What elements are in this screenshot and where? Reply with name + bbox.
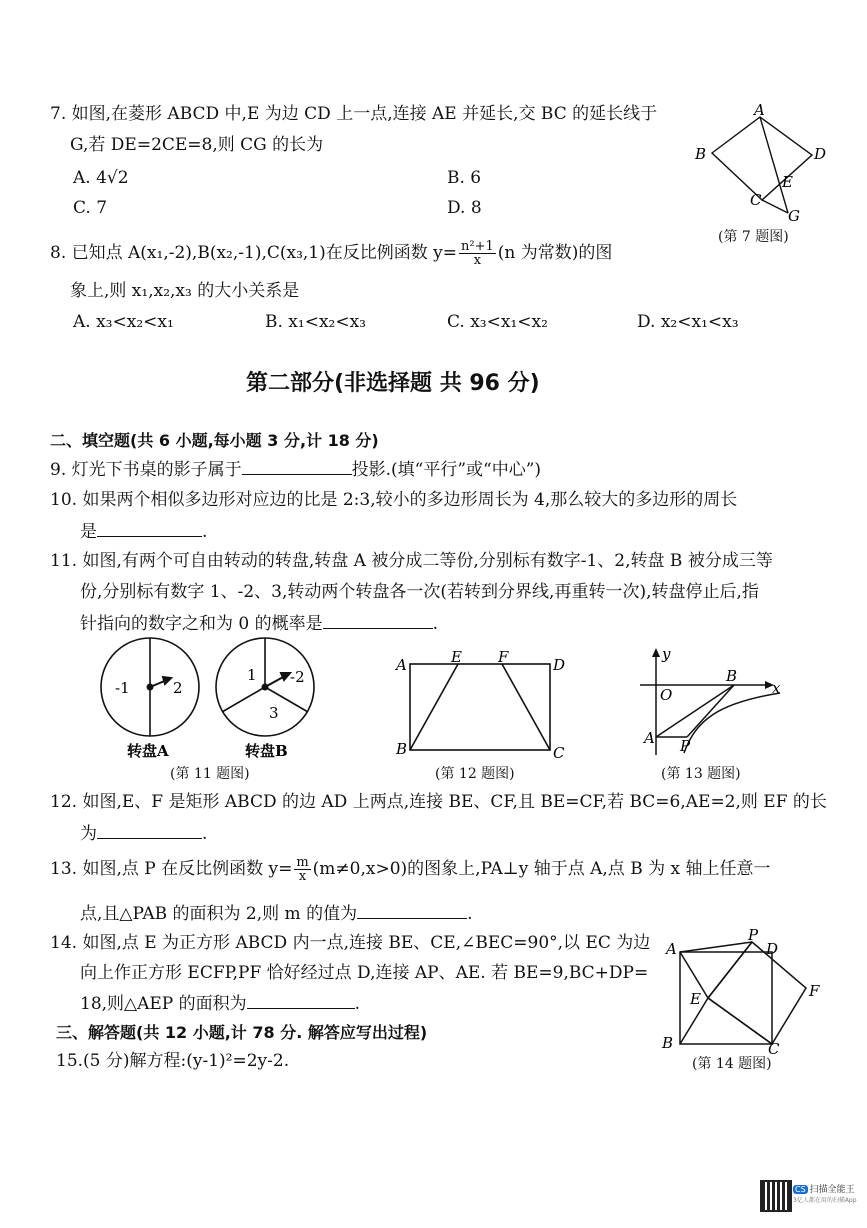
q14-line3: [80, 992, 360, 1015]
q13-line1-post: (m≠0,x>0)的图象上,PA⊥y 轴于点 A,点 B 为 x 轴上任意一: [312, 859, 771, 879]
q13-line1-pre: 13. 如图,点 P 在反比例函数 y=: [50, 859, 293, 879]
q14-label-a: A: [666, 940, 677, 958]
q11-caption: (第 11 题图): [170, 766, 250, 782]
spinner-b-top-value: 1: [247, 666, 257, 684]
q8-line1: [50, 240, 612, 267]
q7-line2: G,若 DE=2CE=8,则 CG 的长为: [70, 135, 324, 155]
q14-label-c: C: [768, 1040, 780, 1058]
spinner-a-left-value: -1: [115, 679, 130, 697]
q12-label-c: C: [553, 744, 565, 762]
q12-line2-post: .: [202, 824, 208, 844]
q12-answer-blank[interactable]: [97, 822, 202, 839]
q7-figure: [690, 101, 840, 225]
q11-line1: 11. 如图,有两个可自由转动的转盘,转盘 A 被分成二等份,分别标有数字-1、2,转盘 B 被分成三等: [50, 551, 773, 571]
q9-post: 投影.(填“平行”或“中心”): [351, 460, 542, 480]
q13-frac-den: x: [298, 869, 307, 884]
q14-label-f: F: [809, 982, 820, 1000]
q10-answer-blank[interactable]: [97, 520, 202, 537]
scanner-sub: 3亿人都在用的扫描App: [793, 1197, 857, 1204]
q13-answer-blank[interactable]: [357, 902, 467, 919]
q14-label-b: B: [662, 1034, 674, 1052]
q9-answer-blank[interactable]: [242, 458, 352, 475]
q7-label-b: B: [695, 145, 707, 163]
q7-line1: 7. 如图,在菱形 ABCD 中,E 为边 CD 上一点,连接 AE 并延长,交 BC 的延长线于: [50, 104, 658, 124]
q8-option-b: B. x₁<x₂<x₃: [265, 312, 366, 332]
spinner-b-right-value: -2: [290, 668, 305, 686]
q7-label-c: C: [750, 191, 762, 209]
q8-fraction: [459, 240, 496, 267]
q13-frac-num: m: [296, 855, 309, 870]
q11-line3: [80, 612, 438, 635]
q12-line1: 12. 如图,E、F 是矩形 ABCD 的边 AD 上两点,连接 BE、CF,且 BE=CF,若 BC=6,AE=2,则 EF 的长: [50, 792, 827, 812]
q13-line2-post: .: [467, 904, 473, 924]
scanner-name: 扫描全能王: [809, 1185, 855, 1195]
q14-line3-post: .: [354, 994, 361, 1014]
q7-caption: (第 7 题图): [718, 229, 789, 245]
q12-line2: [80, 822, 207, 845]
q11-line3-pre: 针指向的数字之和为 0 的概率是: [80, 614, 323, 634]
q13-label-y: y: [662, 645, 671, 663]
spinner-b-bottom-value: 3: [269, 704, 279, 722]
q11-line3-post: .: [432, 614, 439, 634]
q13-label-p: P: [680, 737, 691, 755]
q13-line1: [50, 856, 771, 883]
q8-frac-num: n²+1: [461, 239, 494, 254]
q13-fraction: [294, 856, 310, 883]
q15: 15.(5 分)解方程:(y-1)²=2y-2.: [56, 1051, 290, 1071]
q14-line2: 向上作正方形 ECFP,PF 恰好经过点 D,连接 AP、AE. 若 BE=9,BC+DP=: [80, 963, 649, 983]
section3-title: 三、解答题(共 12 小题,计 78 分. 解答应写出过程): [56, 1023, 428, 1042]
q10-line2-post: .: [202, 522, 208, 542]
q14-label-p: P: [748, 926, 759, 944]
q11-answer-blank[interactable]: [323, 612, 433, 629]
q8-line1-post: (n 为常数)的图: [497, 243, 613, 263]
q14-answer-blank[interactable]: [247, 992, 355, 1009]
q7-label-d: D: [814, 145, 827, 163]
part2-title: 第二部分(非选择题 共 96 分): [246, 371, 540, 396]
q13-label-o: O: [660, 686, 673, 704]
q13-label-x: x: [772, 679, 781, 697]
spinner-b-label: 转盘B: [245, 742, 288, 760]
q14-line1: 14. 如图,点 E 为正方形 ABCD 内一点,连接 BE、CE,∠BEC=90°,以 EC 为边: [50, 933, 651, 953]
q7-label-g: G: [788, 207, 800, 225]
q13-label-a: A: [644, 729, 655, 747]
q7-option-a: A. 4√2: [73, 168, 129, 188]
q7-label-e: E: [782, 173, 793, 191]
q7-label-a: A: [754, 101, 765, 119]
qr-code-icon: [760, 1180, 792, 1212]
q13-line2: [80, 902, 473, 925]
spinner-a-right-value: 2: [173, 679, 183, 697]
q14-label-e: E: [690, 990, 701, 1008]
q12-caption: (第 12 题图): [435, 766, 515, 782]
q13-figure: [640, 645, 790, 760]
q13-label-b: B: [726, 667, 738, 685]
q11-figure: [95, 640, 325, 770]
scanner-logo: CS: [795, 1185, 806, 1194]
q13-caption: (第 13 题图): [661, 766, 741, 782]
q12-line2-pre: 为: [80, 824, 97, 844]
q14-caption: (第 14 题图): [692, 1056, 772, 1072]
q7-option-b: B. 6: [447, 168, 482, 188]
q12-label-e: E: [451, 648, 462, 666]
q12-figure: [395, 650, 575, 760]
q8-frac-den: x: [473, 253, 482, 268]
q14-figure: [662, 926, 832, 1058]
q8-option-a: A. x₃<x₂<x₁: [73, 312, 174, 332]
q7-option-c: C. 7: [73, 198, 108, 218]
q10-line1: 10. 如果两个相似多边形对应边的比是 2:3,较小的多边形周长为 4,那么较大的多边形的周长: [50, 490, 738, 510]
q8-line1-pre: 8. 已知点 A(x₁,-2),B(x₂,-1),C(x₃,1)在反比例函数 y=: [50, 243, 458, 263]
q12-label-f: F: [498, 648, 509, 666]
spinner-a-label: 转盘A: [127, 742, 169, 760]
q7-option-d: D. 8: [447, 198, 482, 218]
section2-title: 二、填空题(共 6 小题,每小题 3 分,计 18 分): [50, 431, 379, 450]
q9: [50, 458, 541, 481]
q8-option-d: D. x₂<x₁<x₃: [637, 312, 739, 332]
q13-line2-pre: 点,且△PAB 的面积为 2,则 m 的值为: [80, 904, 358, 924]
q10-line2: [80, 520, 207, 543]
q10-line2-pre: 是: [80, 522, 97, 542]
q11-line2: 份,分别标有数字 1、-2、3,转动两个转盘各一次(若转到分界线,再重转一次),转盘停止后,指: [80, 582, 759, 602]
q12-label-d: D: [553, 656, 566, 674]
q12-label-b: B: [396, 740, 408, 758]
q8-option-c: C. x₃<x₁<x₂: [447, 312, 548, 332]
q14-line3-pre: 18,则△AEP 的面积为: [80, 994, 247, 1014]
q12-label-a: A: [396, 656, 407, 674]
scanner-badge: [793, 1182, 857, 1205]
q14-label-d: D: [766, 940, 779, 958]
q9-pre: 9. 灯光下书桌的影子属于: [50, 460, 242, 480]
q8-line2: 象上,则 x₁,x₂,x₃ 的大小关系是: [70, 281, 300, 301]
